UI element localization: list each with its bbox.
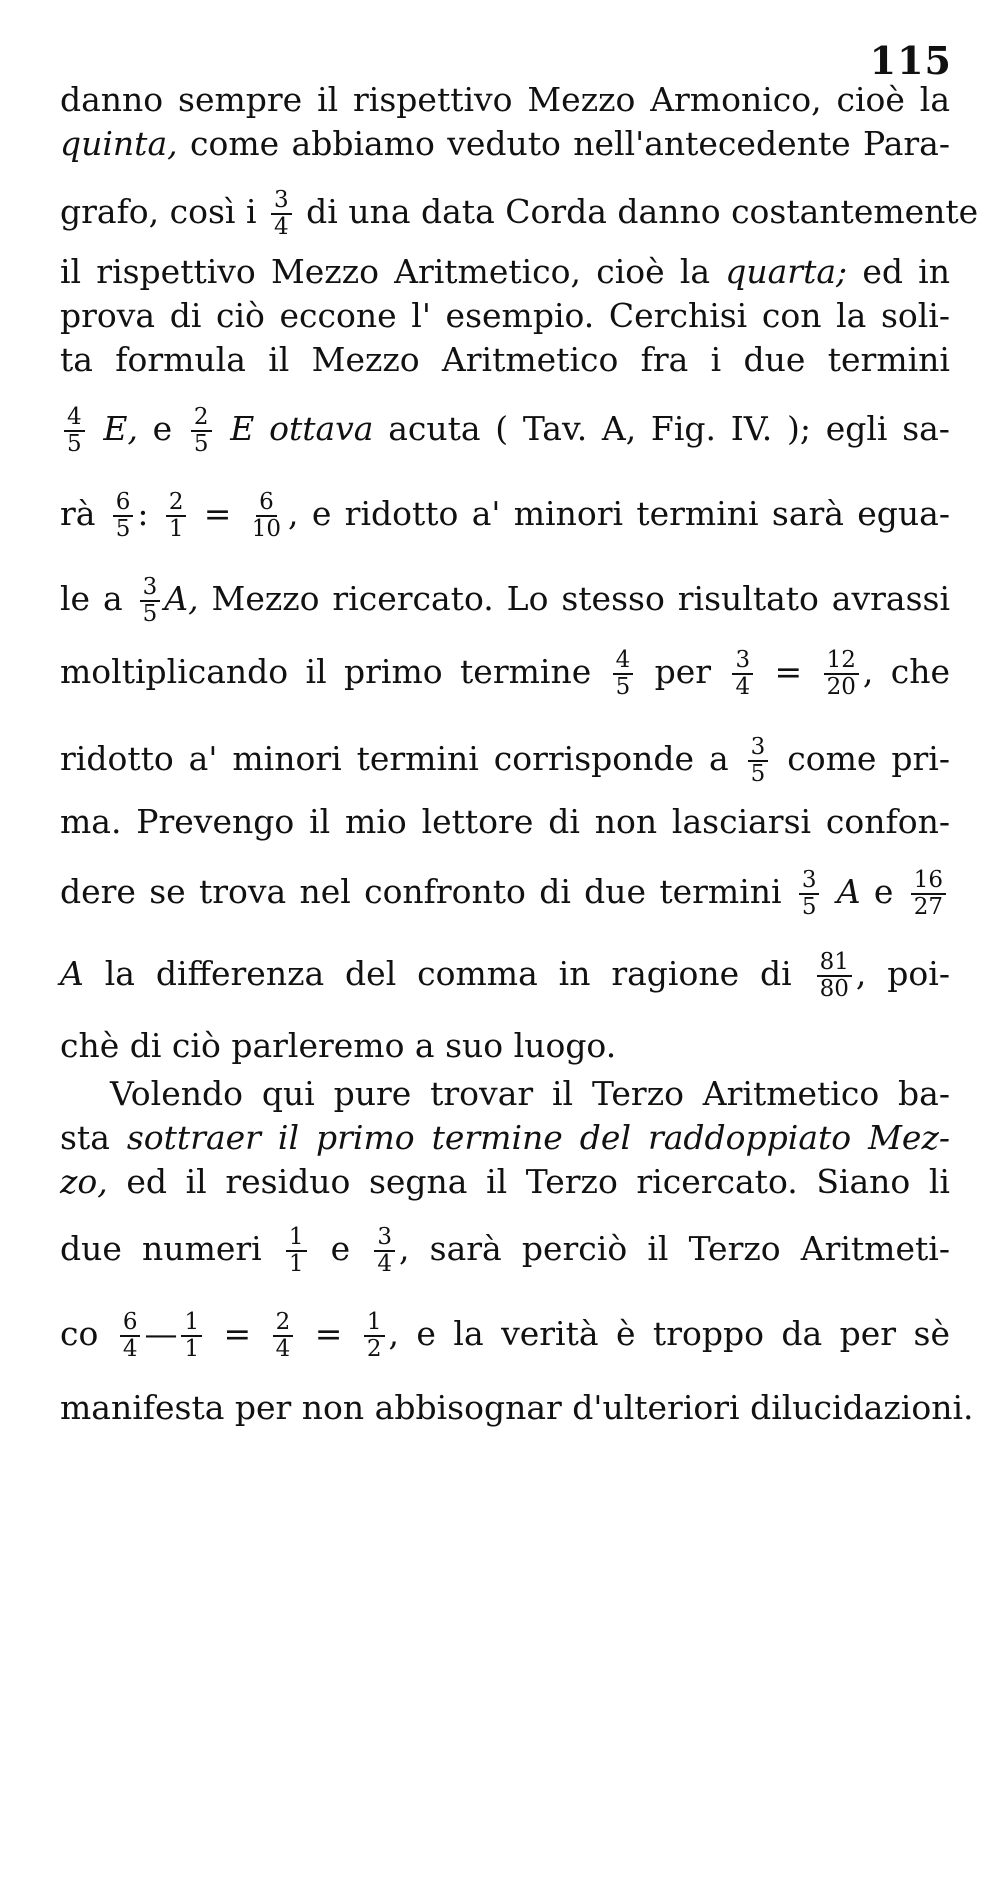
note-letter: A [60, 954, 84, 993]
math-symbol: : [137, 494, 149, 533]
line-text: ta formula il Mezzo Aritmetico fra i due termini [60, 340, 950, 379]
page-number: 115 [869, 38, 952, 83]
math-symbol: = [774, 652, 803, 691]
line-text: come abbiamo veduto nell'antecedente Para- [190, 124, 950, 163]
fraction-numerator: 6 [120, 1310, 141, 1337]
fraction-denominator: 5 [750, 761, 766, 787]
fraction [732, 648, 753, 700]
emphasis-ottava: E ottava [230, 409, 374, 448]
fraction-denominator: 4 [377, 1251, 392, 1277]
fraction-denominator: 1 [168, 516, 184, 542]
fraction-denominator: 5 [801, 894, 817, 920]
fraction [799, 868, 820, 920]
line-text: e [152, 409, 173, 448]
fraction-numerator: 2 [166, 490, 187, 517]
fraction-denominator: 4 [275, 1336, 291, 1362]
emphasis-rule: sottraer il primo termine del raddoppiato Mez- [126, 1118, 950, 1157]
line-text: ridotto a' minori termini corrisponde a [60, 739, 729, 778]
fraction [613, 648, 634, 700]
fraction [817, 950, 852, 1002]
line-text: co [60, 1314, 99, 1353]
text-line [60, 1024, 950, 1068]
fraction [249, 490, 284, 542]
fraction-numerator: 2 [191, 405, 212, 432]
line-text: il rispettivo Mezzo Aritmetico, cioè la [60, 252, 711, 291]
fraction [273, 1310, 294, 1362]
fraction-denominator: 2 [366, 1336, 382, 1362]
line-text: per [654, 652, 712, 691]
fraction-numerator: 12 [824, 648, 859, 675]
fraction [286, 1225, 307, 1277]
text-line [60, 1310, 950, 1362]
line-text: e [873, 872, 894, 911]
fraction-denominator: 5 [193, 431, 209, 457]
math-symbol: = [223, 1314, 252, 1353]
fraction-numerator: 3 [799, 868, 820, 895]
line-text: come pri- [787, 739, 950, 778]
fraction-numerator: 16 [911, 868, 946, 895]
line-text: danno sempre il rispettivo Mezzo Armonico, cioè la [60, 80, 950, 119]
fraction [824, 648, 859, 700]
line-text: chè di ciò parleremo a suo luogo. [60, 1026, 617, 1065]
text-line [60, 735, 950, 787]
emphasis-quinta: quinta, [60, 124, 178, 163]
math-symbol: = [314, 1314, 343, 1353]
fraction [748, 735, 769, 787]
note-letter: A [836, 872, 861, 911]
text-line [60, 950, 950, 1002]
text-line [60, 490, 950, 542]
line-text: , poi- [855, 954, 950, 993]
line-text: prova di ciò eccone l' esempio. Cerchisi con la soli- [60, 296, 950, 335]
line-text: , che [862, 652, 950, 691]
line-text: di una data Corda danno costantemente [306, 192, 979, 231]
fraction-numerator: 81 [817, 950, 852, 977]
line-text: moltiplicando il primo termine [60, 652, 592, 691]
fraction-denominator: 27 [913, 894, 943, 920]
text-line [60, 405, 950, 457]
fraction-denominator: 4 [122, 1336, 138, 1362]
line-text: acuta ( Tav. A, Fig. IV. ); egli sa- [388, 409, 950, 448]
text-line [60, 1225, 950, 1277]
text-line [60, 294, 950, 338]
line-text: ma. Prevengo il mio lettore di non lasciarsi confon- [60, 802, 950, 841]
line-text: ed il residuo segna il Terzo ricercato. Siano li [126, 1162, 950, 1201]
line-text: manifesta per non abbisognar d'ulteriori dilucidazioni. [60, 1388, 974, 1427]
fraction-numerator: 3 [140, 575, 161, 602]
fraction [191, 405, 212, 457]
line-text: due numeri [60, 1229, 262, 1268]
fraction-numerator: 3 [732, 648, 753, 675]
fraction-numerator: 1 [286, 1225, 307, 1252]
fraction [140, 575, 161, 627]
fraction-numerator: 2 [273, 1310, 294, 1337]
note-letter: E, [103, 409, 138, 448]
text-line [60, 250, 950, 294]
fraction-denominator: 4 [274, 214, 289, 240]
line-text: , e la verità è troppo da per sè [388, 1314, 950, 1353]
line-text: grafo, così i [60, 192, 257, 231]
fraction-denominator: 4 [735, 674, 751, 700]
text-line [60, 800, 950, 844]
line-text: e [330, 1229, 351, 1268]
fraction-numerator: 3 [748, 735, 769, 762]
text-line [60, 1160, 950, 1204]
fraction-denominator: 5 [115, 516, 131, 542]
fraction-numerator: 6 [113, 490, 134, 517]
fraction-numerator: 4 [64, 405, 85, 432]
fraction [120, 1310, 141, 1362]
text-line [60, 868, 950, 920]
text-line [60, 1386, 974, 1430]
math-symbol: = [203, 494, 232, 533]
text-line [60, 648, 950, 700]
line-text: le a [60, 579, 123, 618]
fraction-numerator: 3 [374, 1225, 395, 1252]
fraction [374, 1225, 395, 1277]
fraction [271, 188, 292, 240]
fraction [113, 490, 134, 542]
line-text: sta [60, 1118, 110, 1157]
fraction-denominator: 20 [826, 674, 856, 700]
line-text: Volendo qui pure trovar il Terzo Aritmetico ba- [110, 1074, 950, 1113]
text-line [60, 1116, 950, 1160]
fraction-denominator: 80 [819, 976, 849, 1002]
fraction-numerator: 3 [271, 188, 292, 215]
text-line [60, 575, 950, 627]
fraction-denominator: 5 [67, 431, 82, 457]
text-line [60, 78, 950, 122]
line-text: rà [60, 494, 96, 533]
fraction [181, 1310, 202, 1362]
fraction [364, 1310, 385, 1362]
emphasis-quarta: quarta; [725, 252, 848, 291]
line-text: ed in [862, 252, 950, 291]
fraction-denominator: 5 [615, 674, 631, 700]
line-text: la differenza del comma in ragione di [104, 954, 792, 993]
text-line [110, 1072, 950, 1116]
line-text: , sarà perciò il Terzo Aritmeti- [399, 1229, 950, 1268]
line-text: Mezzo ricercato. Lo stesso risultato avrassi [211, 579, 950, 618]
note-letter: A, [164, 579, 199, 618]
line-text: , e ridotto a' minori termini sarà egua- [288, 494, 950, 533]
fraction-numerator: 6 [256, 490, 277, 517]
text-line [60, 338, 950, 382]
text-line [60, 122, 950, 166]
fraction [166, 490, 187, 542]
text-line [60, 187, 979, 240]
fraction [64, 405, 85, 457]
math-symbol: — [144, 1314, 178, 1353]
fraction-numerator: 4 [613, 648, 634, 675]
fraction-denominator: 1 [288, 1251, 304, 1277]
fraction-numerator: 1 [181, 1310, 202, 1337]
line-text: dere se trova nel confronto di due termini [60, 872, 782, 911]
fraction-denominator: 5 [142, 601, 158, 627]
emphasis-rule: zo, [60, 1162, 108, 1201]
fraction [911, 868, 946, 920]
fraction-numerator: 1 [364, 1310, 385, 1337]
fraction-denominator: 10 [251, 516, 282, 542]
fraction-denominator: 1 [184, 1336, 200, 1362]
